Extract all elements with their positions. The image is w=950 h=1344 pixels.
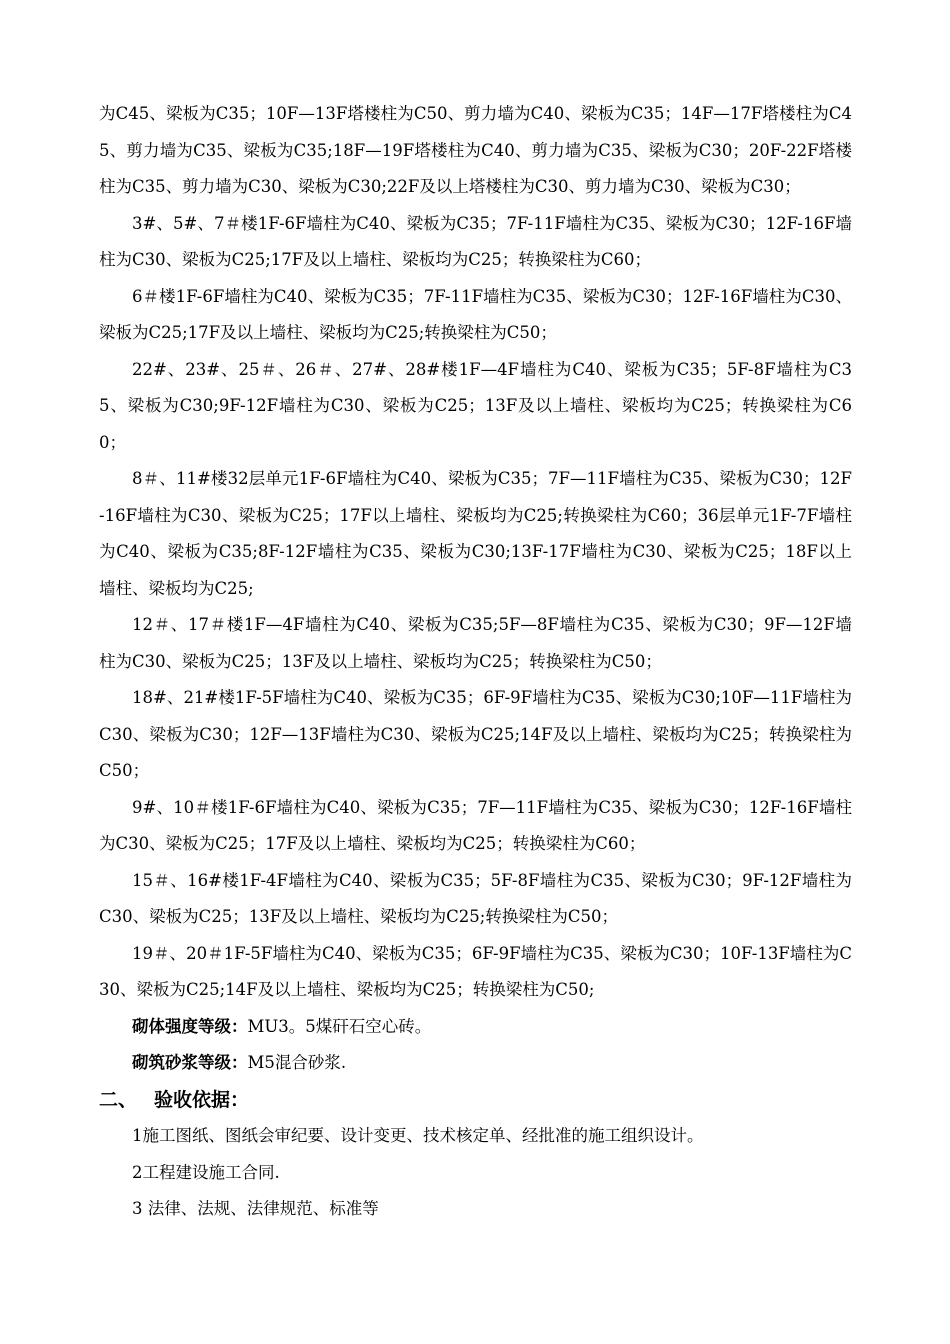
concrete-grade-paragraph-3-5-7: 3#、5#、7＃楼1F-6F墙柱为C40、梁板为C35；7F-11F墙柱为C35、梁板为C30；12F-16F墙柱为C30、梁板为C25;17F及以上墙柱、梁板均为C25；转换梁柱为C60； xyxy=(99,213,852,269)
concrete-grade-paragraph-12-17: 12＃、17＃楼1F—4F墙柱为C40、梁板为C35;5F—8F墙柱为C35、梁板为C30；9F—12F墙柱为C30、梁板为C25；13F及以上墙柱、梁板均为C25；转换梁柱为C50； xyxy=(99,615,852,671)
masonry-strength-line xyxy=(99,1009,852,1046)
basis-item-1: 1施工图纸、图纸会审纪要、设计变更、技术核定单、经批准的施工组织设计。 xyxy=(132,1126,704,1145)
concrete-grade-paragraph-19-20: 19＃、20＃1F-5F墙柱为C40、梁板为C35；6F-9F墙柱为C35、梁板为C30；10F-13F墙柱为C30、梁板为C25;14F及以上墙柱、梁板均为C25；转换梁柱为C50; xyxy=(99,943,852,999)
mortar-grade-line xyxy=(99,1045,852,1082)
concrete-grade-paragraph-6: 6＃楼1F-6F墙柱为C40、梁板为C35；7F-11F墙柱为C35、梁板为C30；12F-16F墙柱为C30、梁板为C25;17F及以上墙柱、梁板均为C25;转换梁柱为C50； xyxy=(99,286,852,342)
concrete-grade-paragraph-15-16: 15＃、16#楼1F-4F墙柱为C40、梁板为C35；5F-8F墙柱为C35、梁板为C30；9F-12F墙柱为C30、梁板为C25；13F及以上墙柱、梁板均为C25;转换梁柱为C50； xyxy=(99,870,852,926)
concrete-grade-paragraph-8-11: 8＃、11#楼32层单元1F-6F墙柱为C40、梁板为C35；7F—11F墙柱为C35、梁板为C30；12F-16F墙柱为C30、梁板为C25；17F以上墙柱、梁板均为C25;转换梁柱为C60；36层单元1F-7F墙柱为C40、梁板为C35;8F-12F墙柱为C35、梁板为C30;13F-17F墙柱为C30、梁板为C25；18F以上墙柱、梁板均为C25; xyxy=(99,469,852,598)
section-heading-acceptance-basis xyxy=(99,1082,852,1119)
document-body xyxy=(99,96,852,1228)
concrete-grade-paragraph-9-10: 9#、10＃楼1F-6F墙柱为C40、梁板为C35；7F—11F墙柱为C35、梁板为C30；12F-16F墙柱为C30、梁板为C25；17F及以上墙柱、梁板均为C25；转换梁柱为C60； xyxy=(99,797,852,853)
mortar-grade-label: 砌筑砂浆等级： xyxy=(132,1053,248,1072)
basis-item-3: 3 法律、法规、法律规范、标准等 xyxy=(132,1199,379,1218)
masonry-strength-label: 砌体强度等级： xyxy=(132,1016,248,1036)
section-number: 二、 xyxy=(99,1088,138,1111)
masonry-strength-value: MU3。5煤矸石空心砖。 xyxy=(247,1016,432,1036)
concrete-grade-paragraph-22-28: 22#、23#、25＃、26＃、27#、28#楼1F—4F墙柱为C40、梁板为C35；5F-8F墙柱为C35、梁板为C30;9F-12F墙柱为C30、梁板为C25；13F及以上墙柱、梁板均为C25；转换梁柱为C60； xyxy=(99,359,852,452)
section-title: 验收依据： xyxy=(154,1088,250,1111)
concrete-grade-paragraph-continued: 为C45、梁板为C35；10F—13F塔楼柱为C50、剪力墙为C40、梁板为C35；14F—17F塔楼柱为C45、剪力墙为C35、梁板为C35;18F—19F塔楼柱为C40、剪力墙为C35、梁板为C30；20F-22F塔楼柱为C35、剪力墙为C30、梁板为C30;22F及以上塔楼柱为C30、剪力墙为C30、梁板为C30； xyxy=(99,104,852,196)
mortar-grade-value: M5混合砂浆. xyxy=(247,1053,347,1072)
concrete-grade-paragraph-18-21: 18#、21#楼1F-5F墙柱为C40、梁板为C35；6F-9F墙柱为C35、梁板为C30;10F—11F墙柱为C30、梁板为C30；12F—13F墙柱为C30、梁板为C25;14F及以上墙柱、梁板均为C25；转换梁柱为C50； xyxy=(99,688,852,780)
basis-item-2: 2工程建设施工合同. xyxy=(132,1162,280,1182)
